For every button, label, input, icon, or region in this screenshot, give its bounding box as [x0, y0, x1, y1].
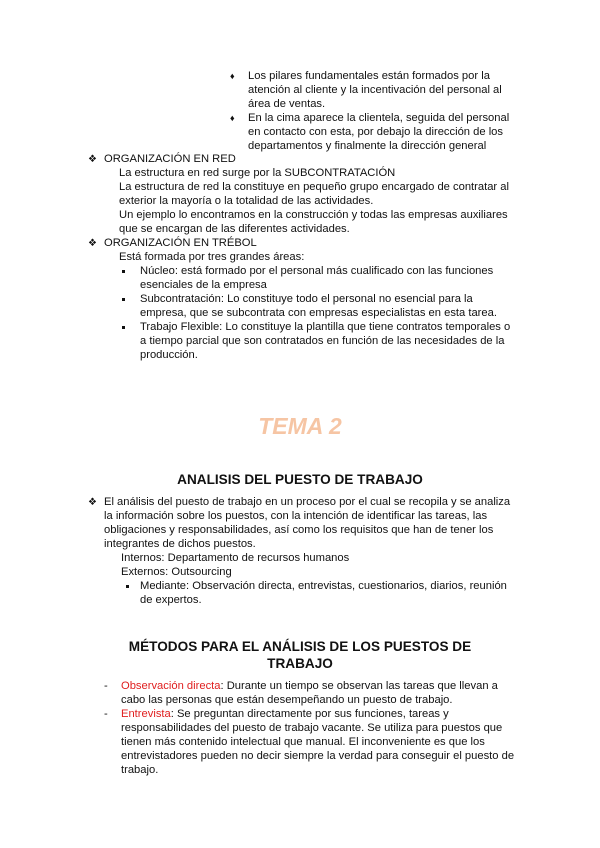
diamond-bullet-icon: ♦ [230, 71, 235, 81]
pilares-line: área de ventas. [248, 98, 326, 110]
diamond-bullet-icon: ♦ [230, 113, 235, 123]
dash-bullet-icon: - [104, 708, 108, 720]
org-trebol-intro: Está formada por tres grandes áreas: [119, 251, 305, 263]
metodo-item-text: : Durante un tiempo se observan las tareas que llevan a [220, 680, 498, 692]
trebol-item-line: empresa, que se subcontrata con empresas especialistas en esta tarea. [140, 307, 497, 319]
analisis-paragraph-line: integrantes de dichos puestos. [104, 538, 256, 550]
cima-line: en contacto con esta, por debajo la dirección de los [248, 126, 503, 138]
square-bullet-icon [122, 298, 125, 301]
metodos-heading-line: MÉTODOS PARA EL ANÁLISIS DE LOS PUESTOS DE [128, 639, 472, 654]
trebol-item-line: esenciales de la empresa [140, 279, 267, 291]
mediante-line: Mediante: Observación directa, entrevistas, cuestionarios, diarios, reunión [140, 580, 507, 592]
metodo-item-line: entrevistadores pueden no decir siempre la verdad para conseguir el puesto de [121, 750, 515, 762]
analisis-paragraph-line: obligaciones y responsabilidades, así como los requisitos que han de tener los [104, 524, 494, 536]
metodo-item-line: trabajo. [121, 764, 159, 776]
externos-line: Externos: Outsourcing [121, 566, 232, 578]
analisis-heading: ANALISIS DEL PUESTO DE TRABAJO [177, 472, 423, 487]
metodo-item-line: tienen más contenido intelectual que manual. El inconveniente es que los [121, 736, 485, 748]
org-red-line: exterior la mayoría o la totalidad de las actividades. [119, 195, 374, 207]
tema-title: TEMA 2 [258, 413, 342, 439]
org-trebol-title: ORGANIZACIÓN EN TRÉBOL [104, 237, 257, 249]
entrevista-term: Entrevista [121, 708, 171, 720]
fancy-bullet-icon: ❖ [88, 154, 97, 165]
internos-line: Internos: Departamento de recursos humanos [121, 552, 350, 564]
cima-line: departamentos y finalmente la dirección general [248, 140, 487, 152]
analisis-paragraph-line: El análisis del puesto de trabajo en un proceso por el cual se recopila y se analiza [104, 496, 511, 508]
metodo-item-text: : Se preguntan directamente por sus funciones, tareas y [170, 708, 449, 720]
metodos-heading-line: TRABAJO [267, 656, 333, 671]
cima-line: En la cima aparece la clientela, seguida del personal [248, 112, 510, 124]
trebol-item-line: Núcleo: está formado por el personal más cualificado con las funciones [140, 265, 494, 277]
org-red-line: que se encargan de las diferentes actividades. [119, 223, 350, 235]
observacion-directa-term: Observación directa [121, 680, 221, 692]
trebol-item-line: Trabajo Flexible: Lo constituye la plantilla que tiene contratos temporales o [140, 321, 511, 333]
square-bullet-icon [122, 270, 125, 273]
metodo-item-first-line [121, 680, 498, 694]
org-red-line: La estructura en red surge por la SUBCONTRATACIÓN [119, 167, 396, 179]
trebol-item-line: a tiempo parcial que son contratados en función de las necesidades de la [140, 335, 505, 347]
mediante-line: de expertos. [140, 594, 202, 606]
org-red-line: La estructura de red la constituye en pequeño grupo encargado de contratar al [119, 181, 509, 193]
dash-bullet-icon: - [104, 680, 108, 692]
metodo-item-line: cabo las personas que están desempeñando un puesto de trabajo. [121, 694, 453, 706]
trebol-item-line: Subcontratación: Lo constituye todo el personal no esencial para la [140, 293, 473, 305]
metodo-item-line: responsabilidades del puesto de trabajo vacante. Se utiliza para puestos que [121, 722, 503, 734]
square-bullet-icon [122, 326, 125, 329]
pilares-line: atención al cliente y la incentivación del personal al [248, 84, 502, 96]
square-bullet-icon [126, 585, 129, 588]
fancy-bullet-icon: ❖ [88, 497, 97, 508]
org-red-line: Un ejemplo lo encontramos en la construcción y todas las empresas auxiliares [119, 209, 508, 221]
pilares-line: Los pilares fundamentales están formados por la [248, 70, 490, 82]
metodo-item-first-line [121, 708, 449, 722]
fancy-bullet-icon: ❖ [88, 238, 97, 249]
analisis-paragraph-line: la información sobre los puestos, con la intención de identificar las tareas, las [104, 510, 488, 522]
trebol-item-line: producción. [140, 349, 198, 361]
org-red-title: ORGANIZACIÓN EN RED [104, 153, 236, 165]
